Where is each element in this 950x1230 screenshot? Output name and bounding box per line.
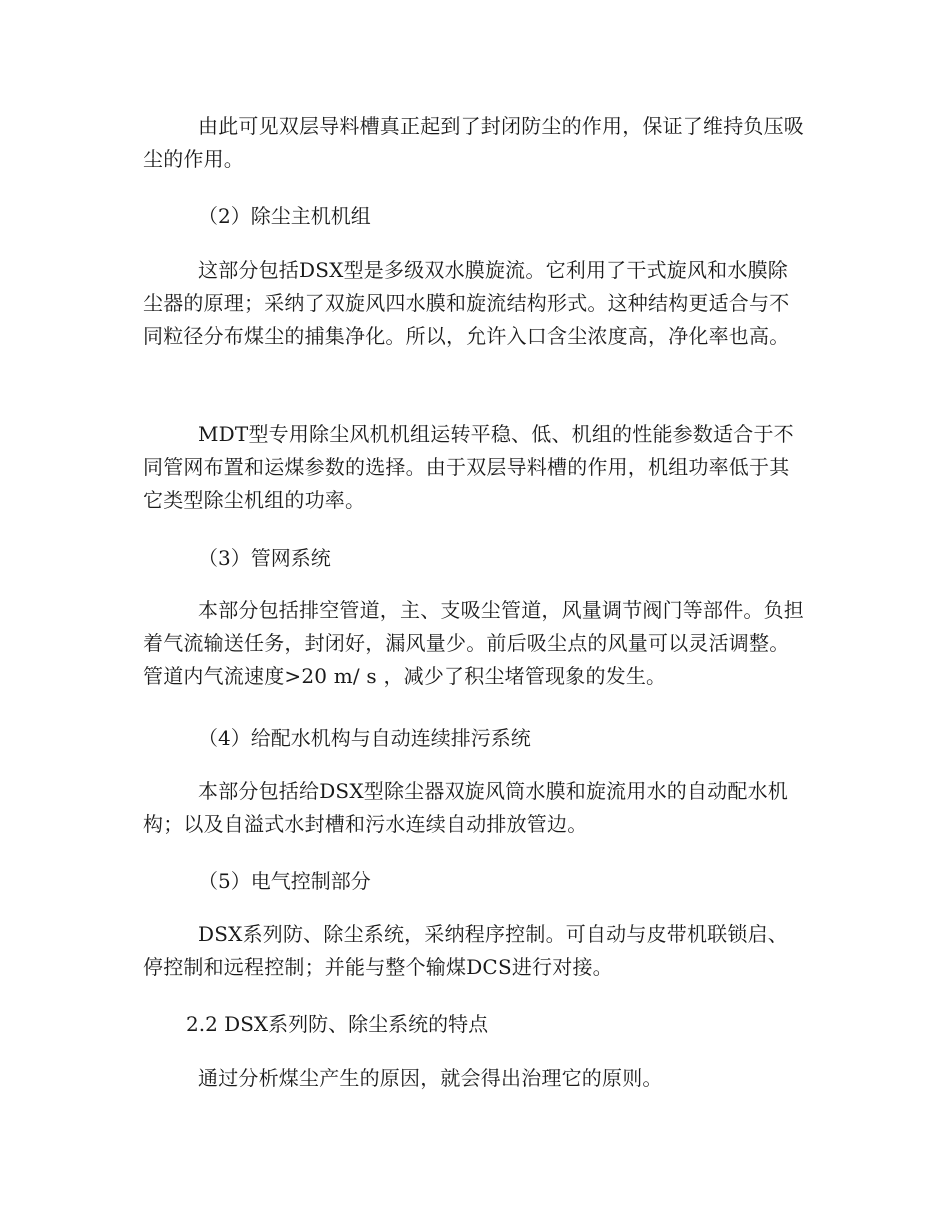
paragraph-treatment-principle: 通过分析煤尘产生的原因，就会得出治理它的原则。 xyxy=(198,1066,663,1090)
paragraph-electrical-control: DSX系列防、除尘系统，采纳程序控制。可自动与皮带机联锁启、停控制和远程控制；并能与整个输煤DCS进行对接。 xyxy=(143,922,788,979)
section-heading-2-2: 2.2 DSX系列防、除尘系统的特点 xyxy=(186,1012,489,1036)
heading-dust-removal-unit: （2）除尘主机机组 xyxy=(198,204,371,228)
paragraph-water-supply: 本部分包括给DSX型除尘器双旋风筒水膜和旋流用水的自动配水机构；以及自溢式水封槽和污水连续自动排放管边。 xyxy=(143,779,788,836)
heading-water-supply: （4）给配水机构与自动连续排污系统 xyxy=(198,726,531,750)
paragraph-mdt-fan: MDT型专用除尘风机机组运转平稳、低、机组的性能参数适合于不同管网布置和运煤参数的选择。由于双层导料槽的作用，机组功率低于其它类型除尘机组的功率。 xyxy=(143,422,794,512)
heading-electrical-control: （5）电气控制部分 xyxy=(198,869,371,893)
paragraph-pipe-network: 本部分包括排空管道，主、支吸尘管道，风量调节阀门等部件。负担着气流输送任务，封闭好，漏风量少。前后吸尘点的风量可以灵活调整。管道内气流速度>20 m/ s ，减少了积尘堵管现象的发生。 xyxy=(143,598,804,688)
paragraph-negative-pressure: 由此可见双层导料槽真正起到了封闭防尘的作用，保证了维持负压吸尘的作用。 xyxy=(143,114,804,171)
heading-pipe-network: （3）管网系统 xyxy=(198,546,331,570)
paragraph-dsx-cyclone: 这部分包括DSX型是多级双水膜旋流。它利用了干式旋风和水膜除尘器的原理；采纳了双旋风四水膜和旋流结构形式。这种结构更适合与不同粒径分布煤尘的捕集净化。所以，允许入口含尘浓度高，净化率也高。 xyxy=(143,258,790,348)
